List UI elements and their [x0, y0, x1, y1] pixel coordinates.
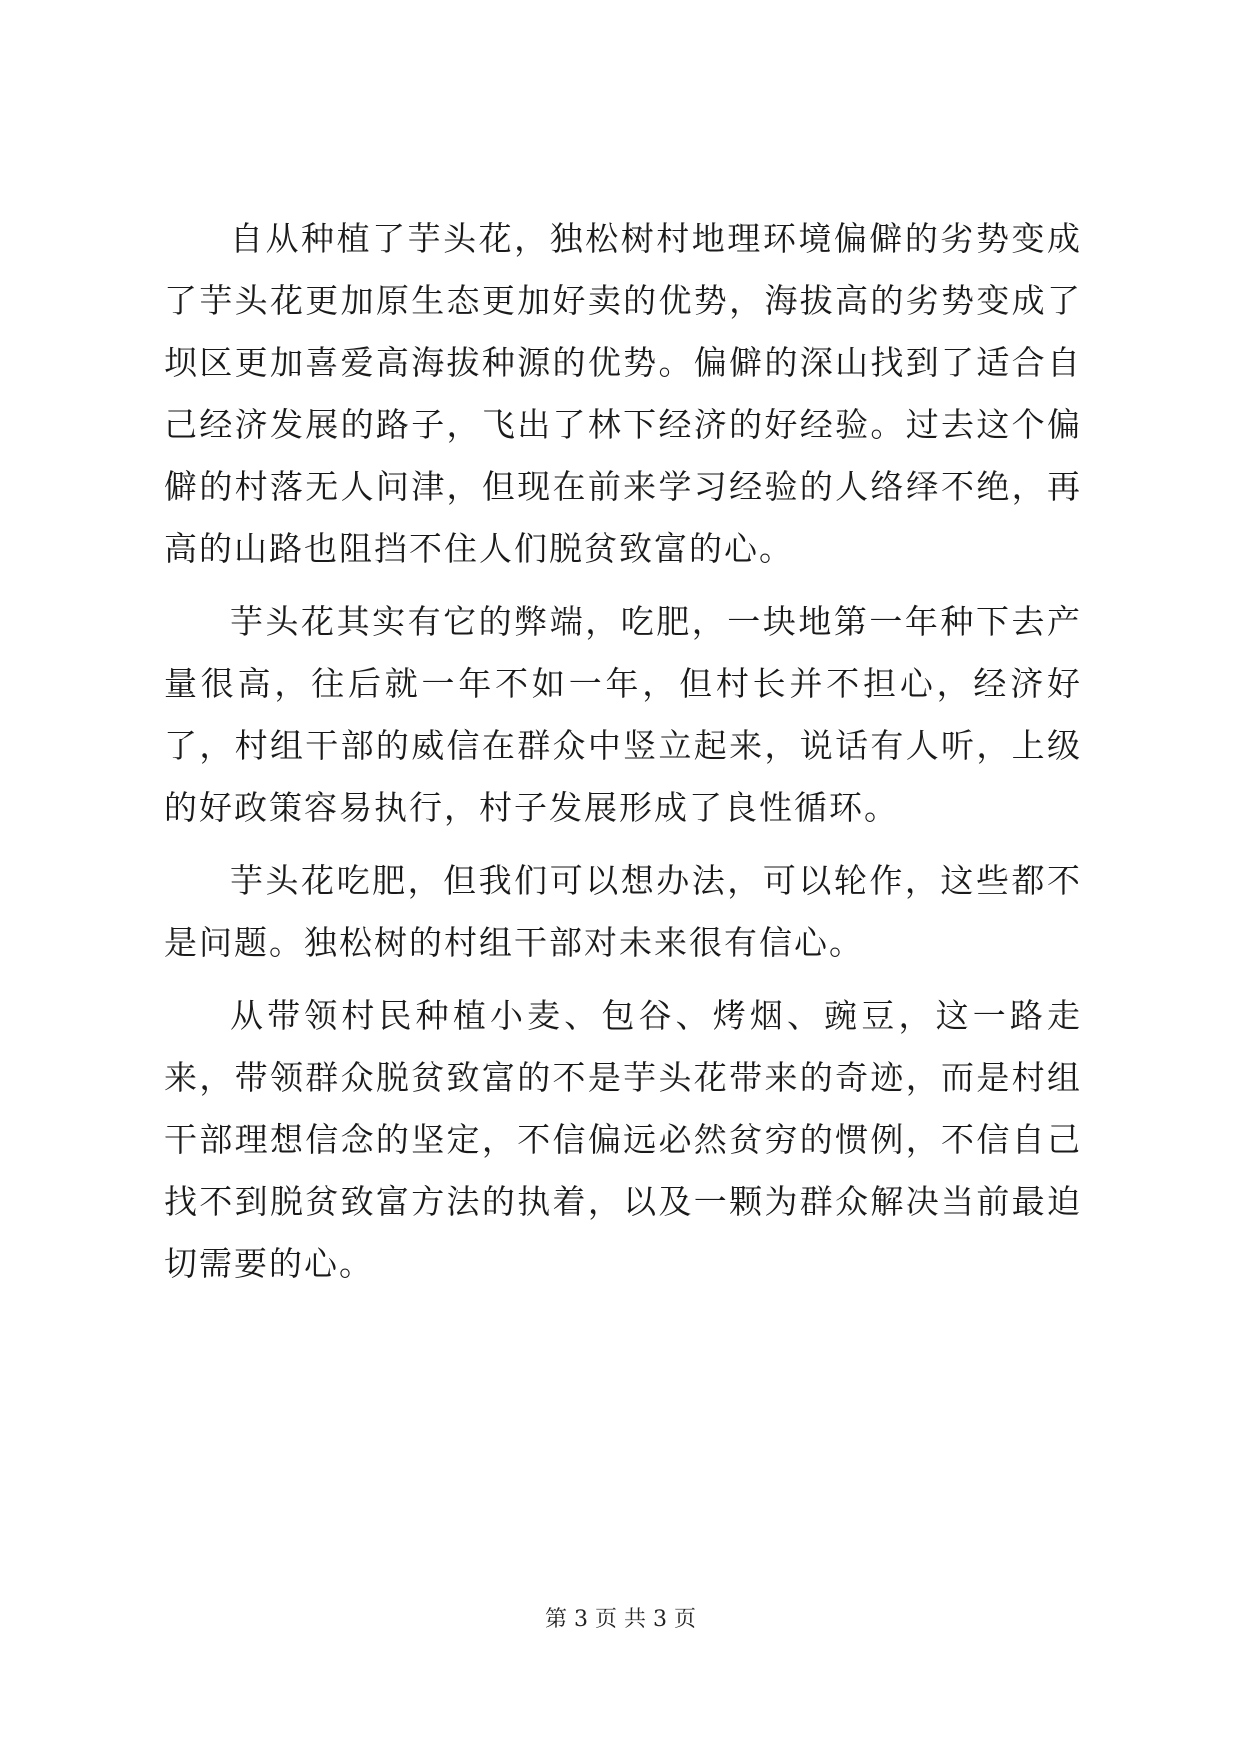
paragraph-4: 从带领村民种植小麦、包谷、烤烟、豌豆，这一路走来，带领群众脱贫致富的不是芋头花带来的奇迹，而是村组干部理想信念的坚定，不信偏远必然贫穷的惯例，不信自己找不到脱贫致富方法的执着，以及一颗为群众解决当前最迫切需要的心。	[164, 996, 1082, 1283]
paragraph-2: 芋头花其实有它的弊端，吃肥，一块地第一年种下去产量很高，往后就一年不如一年，但村长并不担心，经济好了，村组干部的威信在群众中竖立起来，说话有人听，上级的好政策容易执行，村子发展形成了良性循环。	[164, 602, 1082, 827]
page-number: 第 3 页 共 3 页	[545, 1607, 696, 1632]
paragraph-3: 芋头花吃肥，但我们可以想办法，可以轮作，这些都不是问题。独松树的村组干部对未来很有信心。	[164, 861, 1082, 962]
document-body	[164, 208, 1082, 1306]
paragraph-1: 自从种植了芋头花，独松树村地理环境偏僻的劣势变成了芋头花更加原生态更加好卖的优势，海拔高的劣势变成了坝区更加喜爱高海拔种源的优势。偏僻的深山找到了适合自己经济发展的路子，飞出了林下经济的好经验。过去这个偏僻的村落无人问津，但现在前来学习经验的人络绎不绝，再高的山路也阻挡不住人们脱贫致富的心。	[164, 219, 1082, 568]
page-footer	[0, 1606, 1241, 1634]
